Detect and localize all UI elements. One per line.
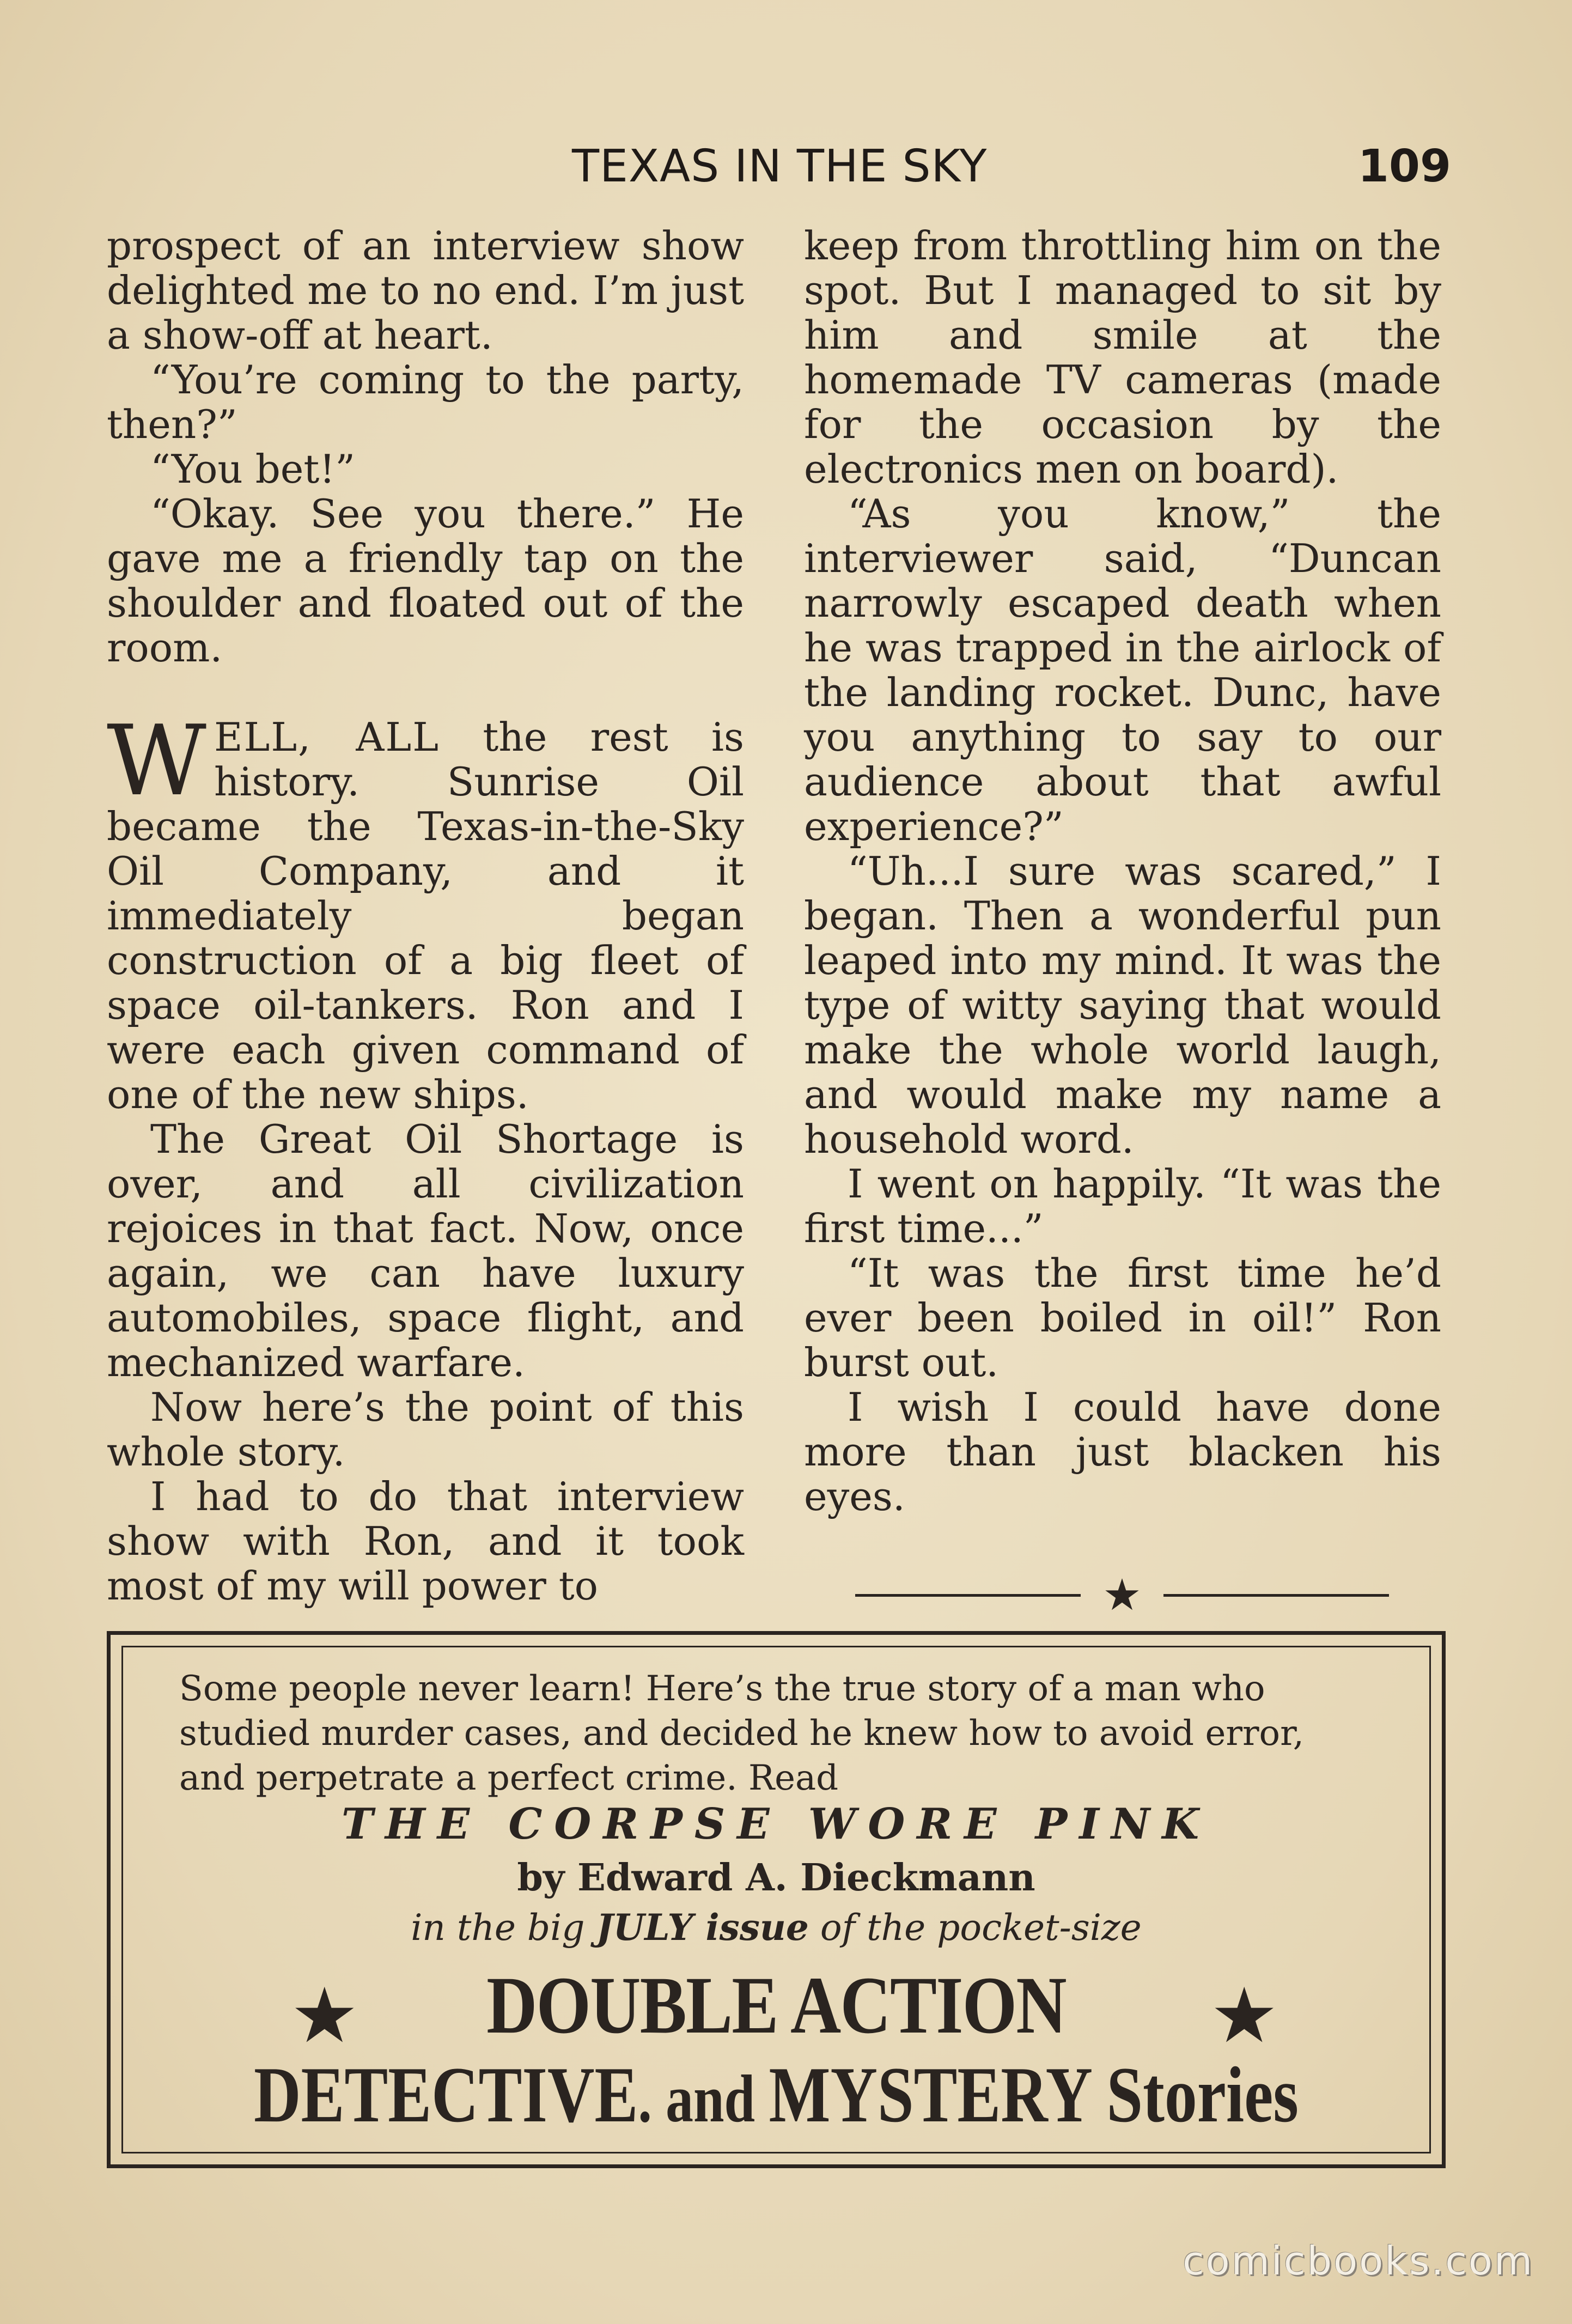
section-divider	[855, 1569, 1389, 1620]
ad-author: by Edward A. Dieckmann	[517, 1856, 1035, 1900]
paragraph: keep from throttling him on the spot. But I managed to sit by him and smile at the homemade TV cameras (made for the occasion by the electronics men on board).	[804, 223, 1441, 492]
star-icon: ★	[1102, 1569, 1142, 1620]
paragraph-text: the rest is history. Sunrise Oil became the Texas-in-the-Sky Oil Company, and it immediately began construction of a big fleet of space oil-tankers. Ron and I were each given command of one of the new ships.	[107, 714, 744, 1117]
paragraph: I went on happily. “It was the first time...”	[804, 1161, 1441, 1251]
ad-issue-pre: in the big	[411, 1907, 596, 1949]
drop-cap: W	[107, 704, 206, 817]
watermark: comicbooks.com	[1182, 2238, 1534, 2284]
paragraph: “It was the first time he’d ever been boiled in oil!” Ron burst out.	[804, 1250, 1441, 1385]
page-number: 109	[1357, 141, 1451, 192]
paragraph: “Okay. See you there.” He gave me a friendly tap on the shoulder and floated out of the room.	[107, 491, 744, 671]
ad-issue-month: JULY issue	[596, 1906, 809, 1949]
star-icon: ★	[1210, 1972, 1278, 2060]
right-column	[804, 223, 1441, 1519]
divider-rule	[855, 1594, 1081, 1597]
ad-magazine-title-line1: DOUBLE ACTION	[486, 1960, 1066, 2051]
paragraph: I wish I could have done more than just blacken his eyes.	[804, 1384, 1441, 1519]
left-column	[107, 223, 744, 1608]
running-head: TEXAS IN THE SKY	[572, 141, 988, 192]
ad-issue-line	[111, 1906, 1442, 1949]
paragraph: prospect of an interview show delighted me to no end. I’m just a show-off at heart.	[107, 223, 744, 358]
paragraph: “You’re coming to the party, then?”	[107, 357, 744, 447]
ad-magazine-word: DETECTIVE	[254, 2051, 638, 2139]
paragraph: I had to do that interview show with Ron, and it took most of my will power to	[107, 1474, 744, 1609]
paragraph: “Uh...I sure was scared,” I began. Then a wonderful pun leaped into my mind. It was the type of witty saying that would make the whole world laugh, and would make my name a household word.	[804, 848, 1441, 1162]
star-icon: ★	[290, 1972, 359, 2060]
ad-magazine-title-line2	[230, 2049, 1322, 2140]
paragraph: The Great Oil Shortage is over, and all civilization rejoices in that fact. Now, once again, we can have luxury automobiles, space flight, and mechanized warfare.	[107, 1116, 744, 1385]
ad-issue-post: of the pocket-size	[808, 1907, 1142, 1949]
paragraph: Now here’s the point of this whole story.	[107, 1384, 744, 1475]
advertisement-box	[107, 1631, 1446, 2168]
section-opening-paragraph	[107, 704, 744, 1117]
ad-intro-text: Some people never learn! Here’s the true story of a man who studied murder cases, and decided he knew how to avoid error, and perpetrate a perfect crime. Read	[179, 1669, 1304, 1798]
small-caps-lead: ELL, ALL	[214, 714, 440, 760]
paragraph: “As you know,” the interviewer said, “Duncan narrowly escaped death when he was trapped in the airlock of the landing rocket. Dunc, have you anything to say to our audience about that awful experience?”	[804, 491, 1441, 849]
ad-magazine-word: MYSTERY Stories	[769, 2051, 1299, 2139]
divider-rule	[1163, 1594, 1389, 1597]
paragraph: “You bet!”	[150, 446, 356, 492]
ad-magazine-and: . and	[638, 2061, 769, 2136]
ad-story-title: THE CORPSE WORE PINK	[342, 1799, 1211, 1849]
